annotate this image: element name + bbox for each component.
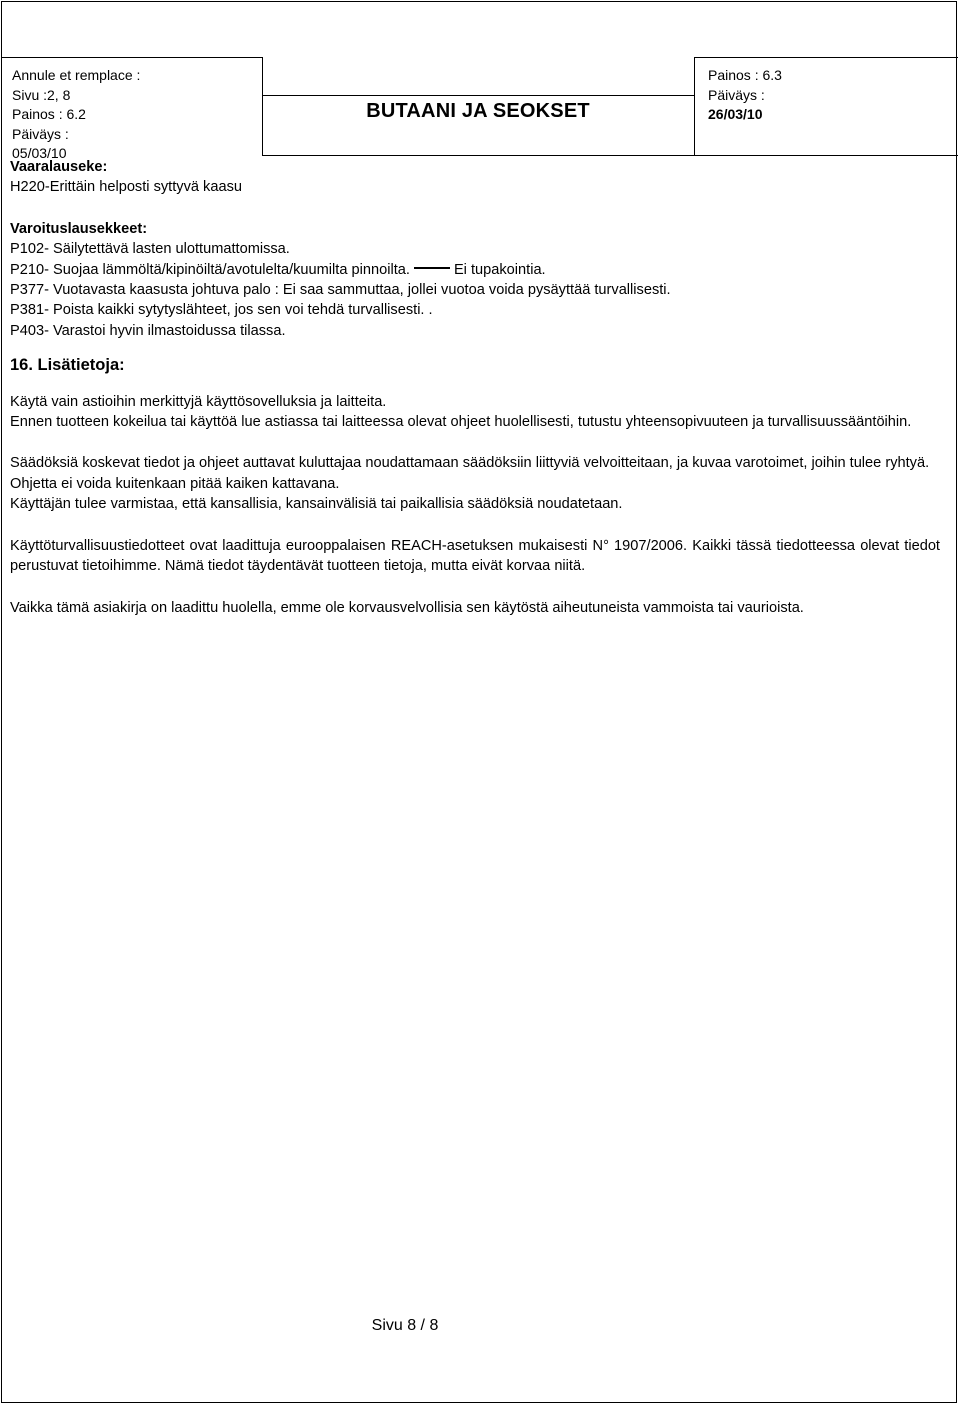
info-para3: Käyttöturvallisuustiedotteet ovat laadittuja eurooppalaisen REACH-asetuksen mukaisesti N° 1907/2006. Kaikki tässä tiedotteessa olevat tiedot perustuvat tietoihimme. Nämä tiedot täydentävät tuotteen tietoja, mutta eivät korvaa niitä.	[10, 537, 940, 575]
p210-text: P210- Suojaa lämmöltä/kipinöiltä/avotulelta/kuumilta pinnoilta.	[10, 261, 410, 278]
hazard-statement: H220-Erittäin helposti syttyvä kaasu	[10, 179, 242, 196]
replaces-label: Annule et remplace :	[12, 67, 141, 83]
page-number: Sivu 8 / 8	[371, 1317, 439, 1334]
precaution-p210	[10, 260, 940, 280]
hazard-heading: Vaaralauseke:	[10, 159, 108, 175]
header-previous-version	[12, 66, 262, 164]
precaution-heading: Varoituslausekkeet:	[10, 220, 148, 237]
replaces-page: Sivu :2, 8	[12, 86, 71, 103]
date: 26/03/10	[708, 106, 763, 122]
section-16-title: 16. Lisätietoja:	[10, 356, 125, 375]
replaces-edition: Painos : 6.2	[12, 106, 86, 122]
replaces-date: 05/03/10	[12, 145, 67, 161]
document-title: BUTAANI JA SEOKSET	[366, 100, 590, 122]
p210-no-smoking: Ei tupakointia.	[453, 261, 546, 278]
header-title-top-rule	[262, 95, 694, 96]
replaces-date-label: Päiväys :	[12, 125, 69, 142]
header-top-border	[2, 57, 262, 58]
dash-line	[414, 267, 450, 269]
date-label: Päiväys :	[708, 86, 765, 103]
precaution-p403: P403- Varastoi hyvin ilmastoidussa tilassa.	[10, 322, 286, 339]
header-current-version	[708, 66, 948, 125]
info-para2-line2: Käyttäjän tulee varmistaa, että kansallisia, kansainvälisiä tai paikallisia säädöksiä noudatetaan.	[10, 496, 623, 513]
document-body	[10, 157, 940, 618]
precaution-p381: P381- Poista kaikki sytytyslähteet, jos sen voi tehdä turvallisesti. .	[10, 302, 433, 319]
edition: Painos : 6.3	[708, 67, 782, 83]
header-top-border-right	[694, 57, 958, 58]
info-para2-line1: Säädöksiä koskevat tiedot ja ohjeet auttavat kuluttajaa noudattamaan säädöksiin liittyviä velvoitteitaan, ja kuvaa varotoimet, joihin tulee ryhtyä. Ohjetta ei voida kuitenkaan pitää kaiken kattavana.	[10, 455, 930, 492]
info-para1-line1: Käytä vain astioihin merkittyjä käyttösovelluksia ja laitteita.	[10, 393, 387, 410]
precaution-p377: P377- Vuotavasta kaasusta johtuva palo : Ei saa sammuttaa, jollei vuotoa voida pysäyttää turvallisesti.	[10, 282, 671, 299]
info-para4: Vaikka tämä asiakirja on laadittu huolella, emme ole korvausvelvollisia sen käytöstä aiheutuneista vammoista tai vaurioista.	[10, 599, 804, 616]
header-right-divider	[694, 57, 695, 156]
info-para1-line2: Ennen tuotteen kokeilua tai käyttöä lue astiassa tai laitteessa olevat ohjeet huolellisesti, tutustu yhteensopivuuteen ja turvallisuussääntöihin.	[10, 414, 912, 431]
header-bottom-rule	[262, 155, 958, 156]
precaution-p102: P102- Säilytettävä lasten ulottumattomissa.	[10, 241, 290, 258]
